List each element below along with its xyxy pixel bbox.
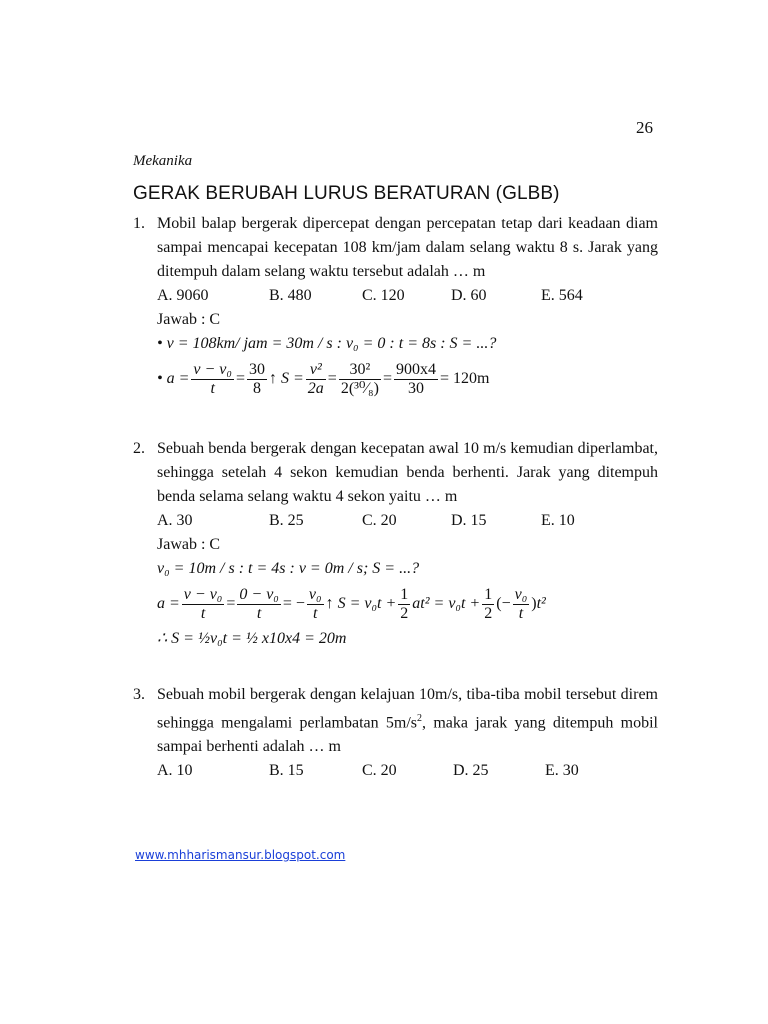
option-c: C. 20	[362, 762, 397, 780]
eq-mid2: at² = v₀t +	[412, 595, 481, 612]
given-values: • v = 108km/ jam = 30m / s : v₀ = 0 : t = 8s : S = ...?	[157, 335, 497, 352]
option-e: E. 30	[545, 762, 579, 780]
eq-prefix: • a =	[157, 370, 190, 387]
fraction: $\frac{1}{2}$	[400, 585, 409, 622]
website-link[interactable]: www.mhharismansur.blogspot.com	[135, 848, 346, 862]
eq-mid: ↑ S = v₀t +	[325, 595, 397, 612]
section-title: GERAK BERUBAH LURUS BERATURAN (GLBB)	[133, 183, 560, 204]
fraction: $\frac{\text{v₀}}{t}$	[308, 585, 322, 622]
option-d: D. 25	[453, 762, 489, 780]
option-a: A. 9060	[157, 287, 209, 304]
option-c: C. 120	[362, 287, 405, 304]
solution-equation: a = $\frac{\text{v − v₀}}{t}$ = $\frac{\text{0 − v₀}}{t}$ = − $\frac{\text{v₀}}{t}$ ↑ S = v₀t + $\frac{1}{2}$ at² = v₀t + $\frac{1}{2}$ (− $\frac{\text{v₀}}{t}$ ) t²	[157, 585, 546, 622]
options	[157, 509, 658, 533]
options	[157, 759, 658, 783]
question-text: Mobil balap bergerak dipercepat dengan percepatan tetap dari keadaan diam sampai mencapai kecepatan 108 km/jam dalam selang waktu 8 s. Jarak yang ditempuh dalam selang waktu tersebut adalah … m	[157, 215, 658, 280]
option-d: D. 15	[451, 512, 487, 529]
fraction: $\frac{\text{v − v₀}}{t}$	[193, 360, 232, 397]
fraction: $\frac{1}{2}$	[484, 585, 493, 622]
option-b: B. 25	[269, 512, 304, 529]
fraction: $\frac{\text{0 − v₀}}{t}$	[239, 585, 279, 622]
option-a: A. 10	[157, 762, 193, 780]
option-a: A. 30	[157, 512, 193, 529]
option-b: B. 480	[269, 287, 312, 304]
answer: Jawab : C	[157, 311, 221, 328]
answer: Jawab : C	[157, 536, 221, 553]
fraction: $\frac{\text{30²}}{\text{2(³⁰⁄₈)}}$	[340, 360, 379, 397]
solution-equation: • a = $\frac{\text{v − v₀}}{t}$ = $\frac{30}{8}$ ↑ S = $\frac{\text{v²}}{2a}$ = $\frac{\text{30²}}{\text{2(³⁰⁄₈)}}$ = $\frac{900x4}{30}$ = 120m	[157, 360, 490, 397]
fraction: $\frac{\text{v₀}}{t}$	[514, 585, 528, 622]
fraction: $\frac{\text{v²}}{2a}$	[307, 360, 324, 397]
options	[157, 284, 658, 308]
option-c: C. 20	[362, 512, 397, 529]
question-text: Sebuah mobil bergerak dengan kelajuan 10m/s, tiba-tiba mobil tersebut direm sehingga mengalami perlambatan $5m/s^2$, maka jarak yang ditempuh mobil sampai berhenti adalah … m	[157, 686, 658, 756]
question-1	[133, 212, 658, 402]
option-d: D. 60	[451, 287, 487, 304]
fraction: $\frac{\text{v − v₀}}{t}$	[183, 585, 223, 622]
question-3	[133, 683, 658, 783]
eq-prefix: a =	[157, 595, 180, 612]
fraction: $\frac{900x4}{30}$	[395, 360, 436, 397]
running-header: Mekanika	[133, 153, 193, 169]
question-2	[133, 437, 658, 651]
question-text: Sebuah benda bergerak dengan kecepatan awal 10 m/s kemudian diperlambat, sehingga setelah 4 sekon kemudian benda berhenti. Jarak yang ditempuh benda selama selang waktu 4 sekon yaitu … m	[157, 440, 658, 505]
eq-result: = 120m	[439, 370, 490, 387]
question-number: 2.	[133, 440, 145, 457]
eq-tail: t²	[536, 595, 546, 612]
fraction: $\frac{30}{8}$	[249, 360, 265, 397]
option-b: B. 15	[269, 762, 304, 780]
question-number: 1.	[133, 215, 145, 232]
arrow-s: ↑ S =	[269, 370, 304, 387]
page-number: 26	[636, 118, 653, 137]
question-number: 3.	[133, 686, 145, 703]
given-values: v₀ = 10m / s : t = 4s : v = 0m / s; S = ...?	[157, 560, 420, 577]
conclusion: ∴ S = ½v₀t = ½ x10x4 = 20m	[157, 630, 347, 647]
option-e: E. 10	[541, 512, 575, 529]
option-e: E. 564	[541, 287, 583, 304]
